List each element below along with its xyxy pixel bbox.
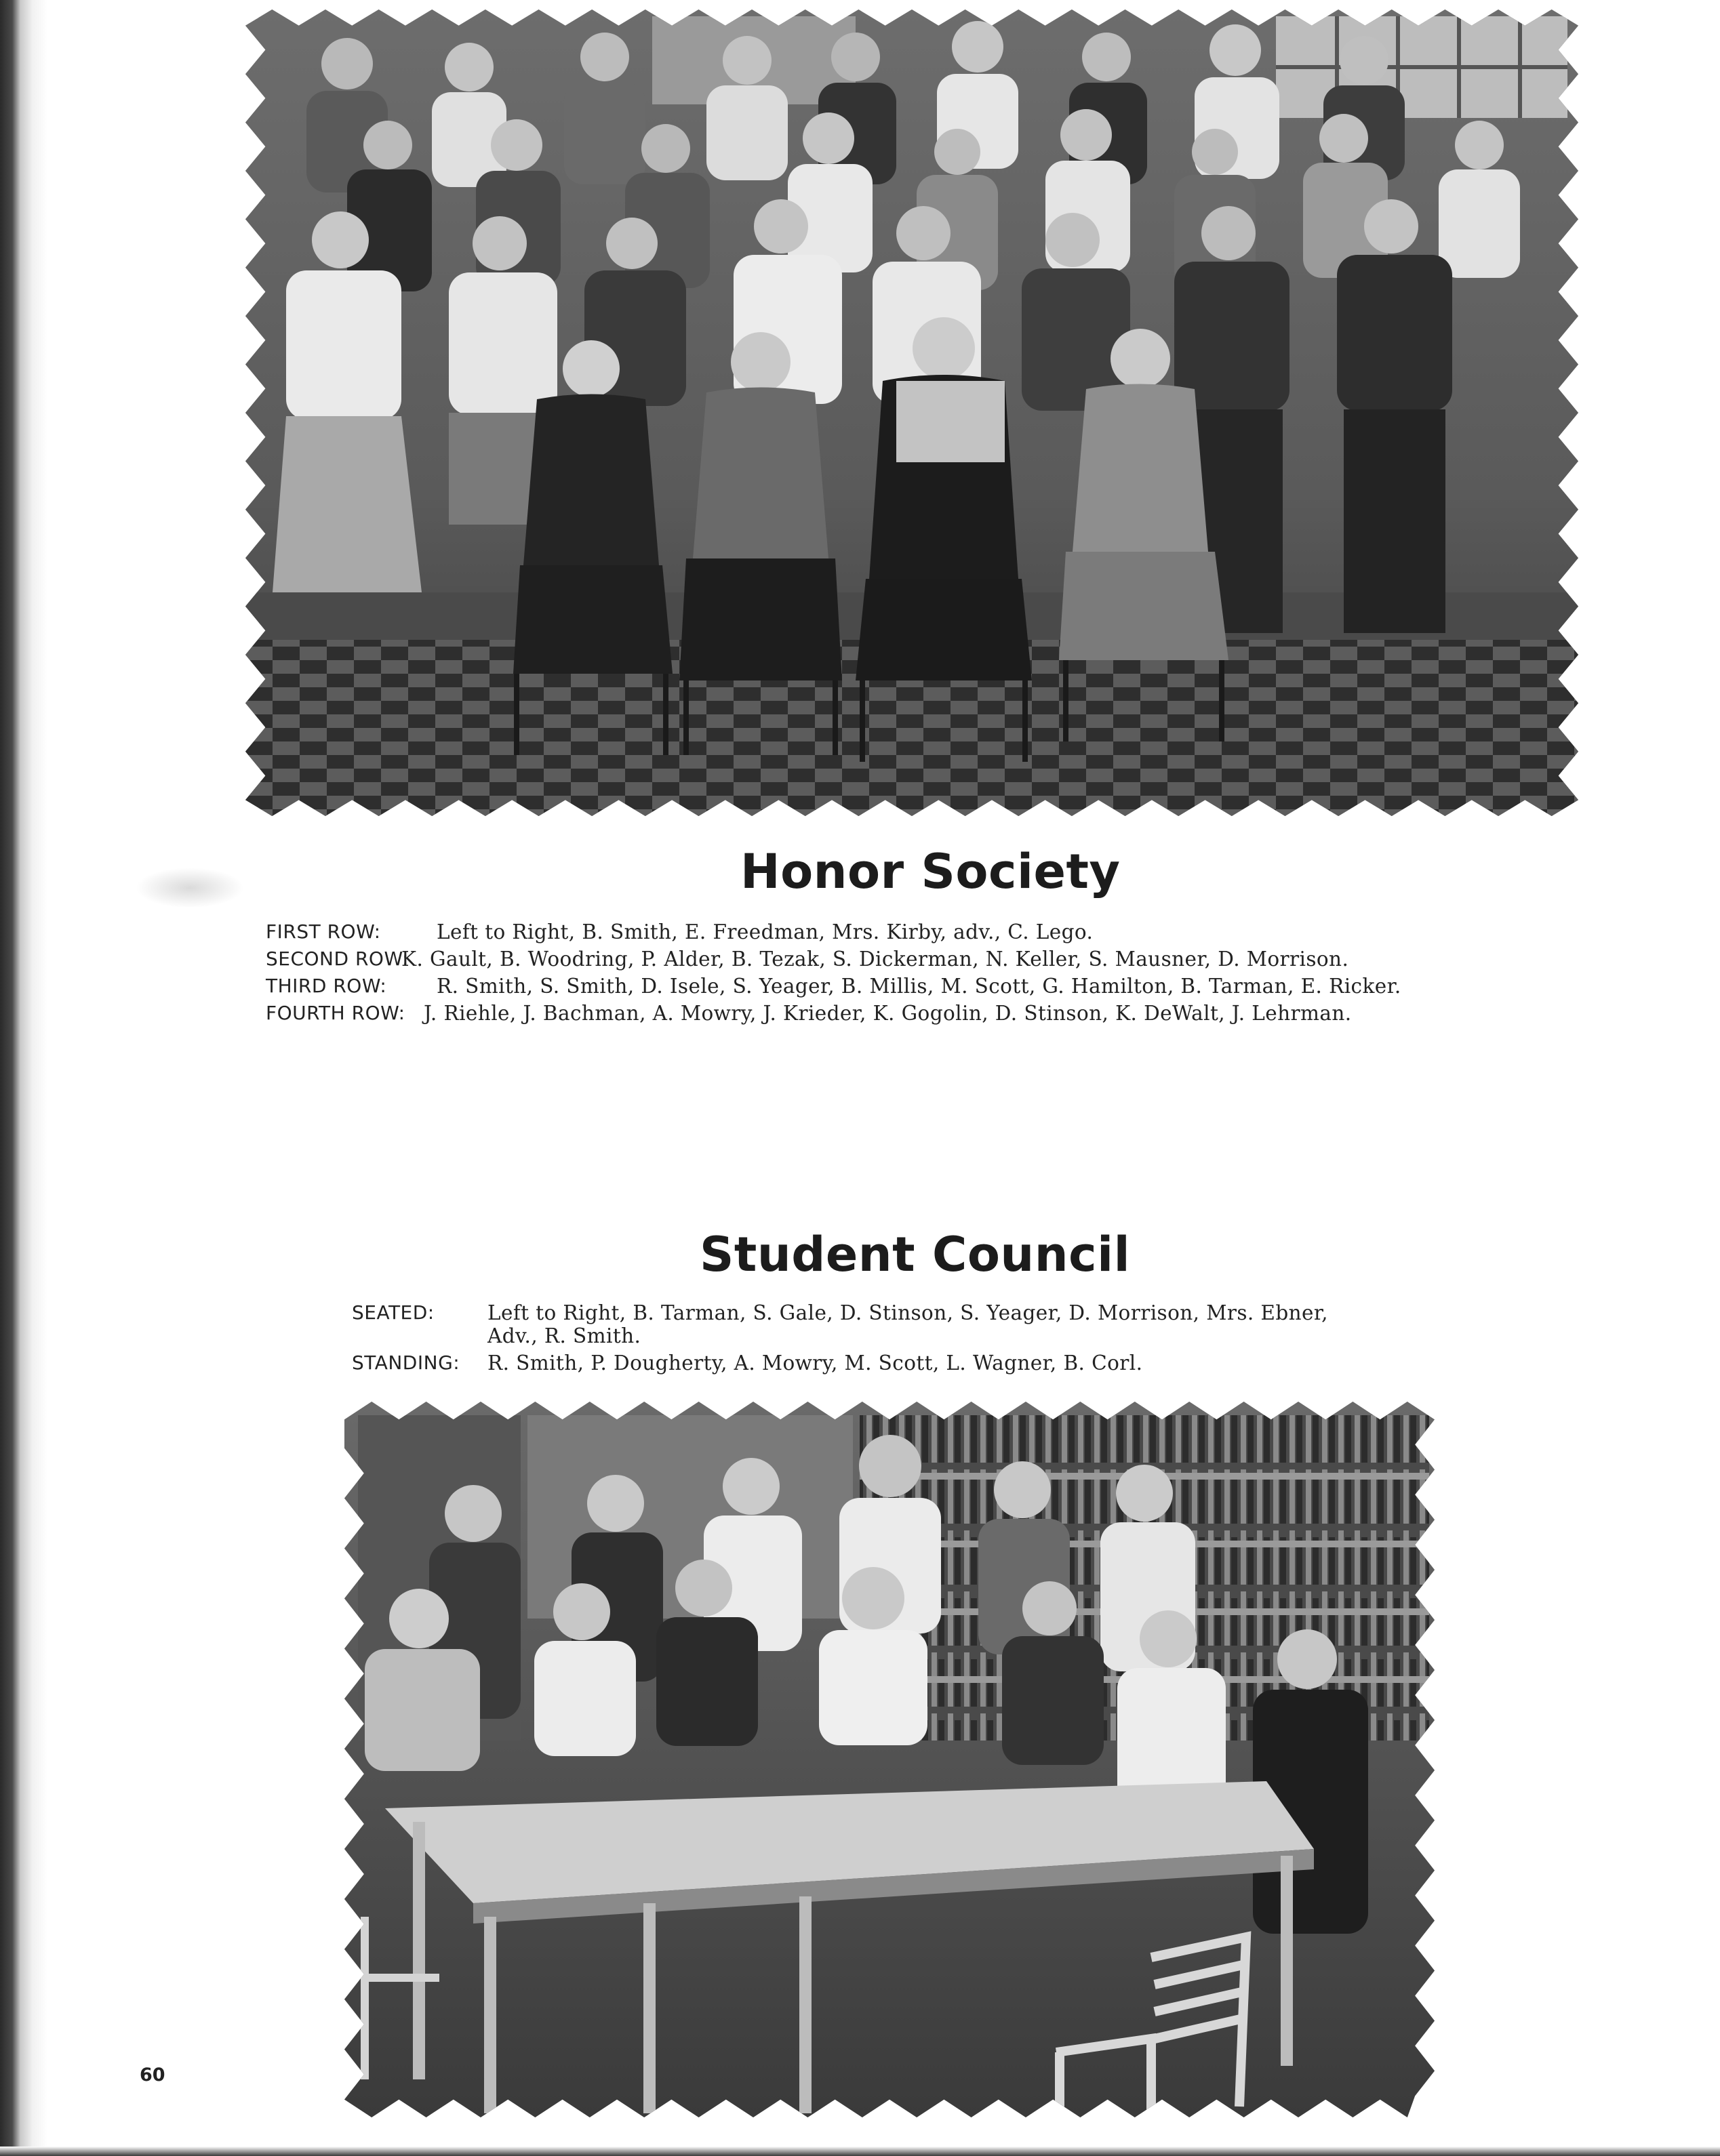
student-council-photo-illustration bbox=[344, 1402, 1435, 2117]
caption-row-seated-continued bbox=[352, 1326, 1437, 1349]
row-names: Left to Right, B. Tarman, S. Gale, D. Stinson, S. Yeager, D. Morrison, Mrs. Ebner, bbox=[487, 1301, 1328, 1324]
student-council-caption bbox=[352, 1299, 1437, 1377]
row-names: R. Smith, S. Smith, D. Isele, S. Yeager, B. Millis, M. Scott, G. Hamilton, B. Tarman, E. Ricker. bbox=[437, 975, 1401, 998]
honor-society-group-photo bbox=[245, 9, 1578, 816]
page-bottom-edge bbox=[0, 2147, 1720, 2156]
honor-society-title: Honor Society bbox=[740, 844, 1121, 899]
book-spine-edge bbox=[0, 0, 47, 2156]
student-council-group-photo bbox=[344, 1402, 1435, 2117]
row-label: FOURTH ROW: bbox=[266, 1002, 405, 1024]
row-label: THIRD ROW: bbox=[266, 975, 387, 997]
row-names: Left to Right, B. Smith, E. Freedman, Mrs. Kirby, adv., C. Lego. bbox=[437, 920, 1094, 943]
caption-row-second bbox=[266, 945, 1567, 973]
row-label: SECOND ROW: bbox=[266, 948, 409, 970]
row-names: K. Gault, B. Woodring, P. Alder, B. Tezak, S. Dickerman, N. Keller, S. Mausner, D. Morrison. bbox=[401, 948, 1349, 971]
row-names: R. Smith, P. Dougherty, A. Mowry, M. Scott, L. Wagner, B. Corl. bbox=[487, 1351, 1143, 1375]
caption-row-first bbox=[266, 918, 1567, 945]
caption-row-third bbox=[266, 973, 1567, 1000]
caption-row-standing bbox=[352, 1349, 1437, 1377]
page-number: 60 bbox=[140, 2065, 165, 2086]
caption-row-fourth bbox=[266, 1000, 1567, 1027]
scan-smudge bbox=[136, 868, 244, 908]
student-council-title: Student Council bbox=[700, 1227, 1131, 1282]
row-label: FIRST ROW: bbox=[266, 920, 381, 943]
honor-society-photo-illustration bbox=[245, 9, 1578, 816]
row-label: SEATED: bbox=[352, 1301, 435, 1324]
row-names: Adv., R. Smith. bbox=[487, 1324, 641, 1347]
row-names: J. Riehle, J. Bachman, A. Mowry, J. Krieder, K. Gogolin, D. Stinson, K. DeWalt, J. Lehrman. bbox=[424, 1002, 1352, 1025]
honor-society-caption bbox=[266, 918, 1567, 1027]
row-label: STANDING: bbox=[352, 1351, 460, 1374]
